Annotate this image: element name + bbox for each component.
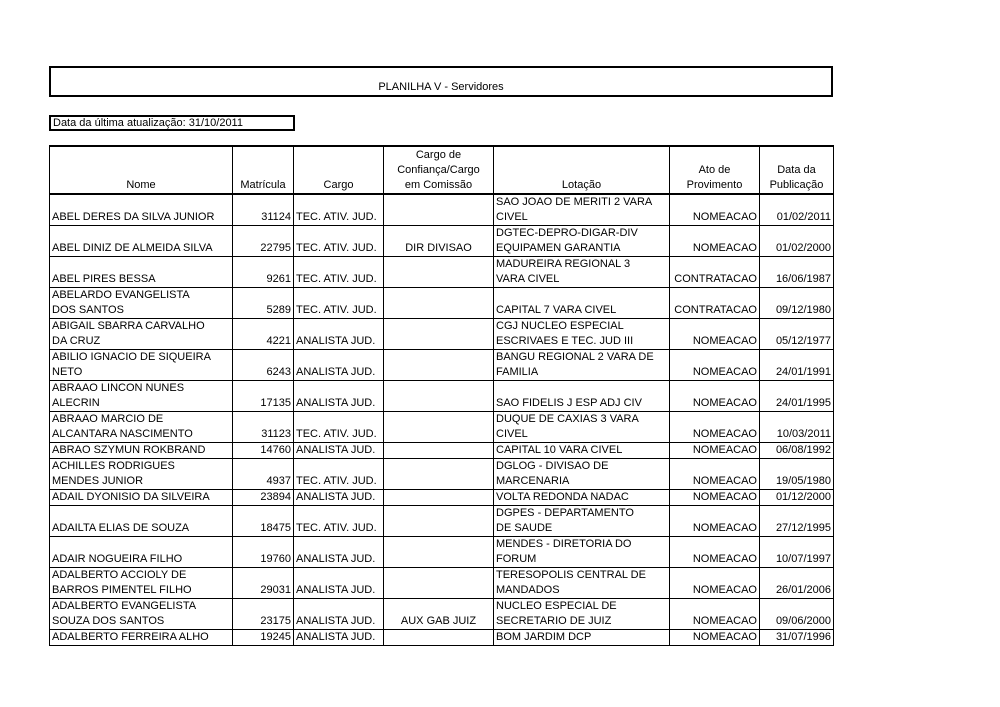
cell-matricula: 29031 <box>233 568 294 599</box>
cell-cargo-comissao <box>384 381 494 412</box>
cell-data-publicacao: 01/12/2000 <box>760 490 834 506</box>
cell-cargo-comissao <box>384 319 494 350</box>
cell-cargo: TEC. ATIV. JUD. <box>294 194 384 226</box>
cell-ato-provimento: NOMEACAO <box>670 630 760 646</box>
cell-lotacao: TERESOPOLIS CENTRAL DE MANDADOS <box>494 568 670 599</box>
servidores-table <box>49 145 834 646</box>
cell-nome: ADAIL DYONISIO DA SILVEIRA <box>50 490 233 506</box>
table-row <box>50 257 834 288</box>
table-row <box>50 381 834 412</box>
cell-matricula: 4937 <box>233 459 294 490</box>
cell-matricula: 4221 <box>233 319 294 350</box>
cell-cargo-comissao <box>384 443 494 459</box>
table-row <box>50 443 834 459</box>
cell-ato-provimento: NOMEACAO <box>670 381 760 412</box>
cell-data-publicacao: 27/12/1995 <box>760 506 834 537</box>
cell-cargo: ANALISTA JUD. <box>294 319 384 350</box>
cell-data-publicacao: 19/05/1980 <box>760 459 834 490</box>
header-data-publicacao: Data da Publicação <box>760 146 834 194</box>
cell-nome: ABIGAIL SBARRA CARVALHO DA CRUZ <box>50 319 233 350</box>
cell-nome: ADAIR NOGUEIRA FILHO <box>50 537 233 568</box>
table-row <box>50 194 834 226</box>
cell-nome: ABRAAO LINCON NUNES ALECRIN <box>50 381 233 412</box>
cell-nome: ABEL DINIZ DE ALMEIDA SILVA <box>50 226 233 257</box>
cell-data-publicacao: 24/01/1991 <box>760 350 834 381</box>
cell-ato-provimento: CONTRATACAO <box>670 257 760 288</box>
cell-ato-provimento: NOMEACAO <box>670 506 760 537</box>
table-row <box>50 350 834 381</box>
cell-ato-provimento: NOMEACAO <box>670 568 760 599</box>
cell-cargo-comissao: AUX GAB JUIZ <box>384 599 494 630</box>
table-row <box>50 599 834 630</box>
header-ato-provimento: Ato de Provimento <box>670 146 760 194</box>
cell-cargo: ANALISTA JUD. <box>294 630 384 646</box>
cell-data-publicacao: 10/07/1997 <box>760 537 834 568</box>
cell-nome: ABELARDO EVANGELISTA DOS SANTOS <box>50 288 233 319</box>
table-row <box>50 490 834 506</box>
cell-cargo-comissao <box>384 194 494 226</box>
sheet-title-box <box>49 66 833 97</box>
cell-cargo: TEC. ATIV. JUD. <box>294 226 384 257</box>
cell-ato-provimento: NOMEACAO <box>670 412 760 443</box>
header-cargo-comissao: Cargo de Confiança/Cargo em Comissão <box>384 146 494 194</box>
cell-nome: ADALBERTO EVANGELISTA SOUZA DOS SANTOS <box>50 599 233 630</box>
cell-cargo: ANALISTA JUD. <box>294 599 384 630</box>
cell-nome: ADALBERTO FERREIRA ALHO <box>50 630 233 646</box>
cell-cargo: TEC. ATIV. JUD. <box>294 288 384 319</box>
table-row <box>50 288 834 319</box>
cell-cargo: ANALISTA JUD. <box>294 537 384 568</box>
cell-data-publicacao: 26/01/2006 <box>760 568 834 599</box>
cell-nome: ABEL DERES DA SILVA JUNIOR <box>50 194 233 226</box>
cell-cargo: ANALISTA JUD. <box>294 381 384 412</box>
cell-lotacao: NUCLEO ESPECIAL DE SECRETARIO DE JUIZ <box>494 599 670 630</box>
sheet-title: PLANILHA V - Servidores <box>378 81 504 93</box>
cell-lotacao: MADUREIRA REGIONAL 3 VARA CIVEL <box>494 257 670 288</box>
cell-cargo: ANALISTA JUD. <box>294 490 384 506</box>
cell-lotacao: BANGU REGIONAL 2 VARA DE FAMILIA <box>494 350 670 381</box>
cell-lotacao: DGLOG - DIVISAO DE MARCENARIA <box>494 459 670 490</box>
cell-cargo-comissao <box>384 506 494 537</box>
cell-nome: ABILIO IGNACIO DE SIQUEIRA NETO <box>50 350 233 381</box>
cell-ato-provimento: CONTRATACAO <box>670 288 760 319</box>
cell-ato-provimento: NOMEACAO <box>670 350 760 381</box>
cell-ato-provimento: NOMEACAO <box>670 490 760 506</box>
cell-cargo: ANALISTA JUD. <box>294 350 384 381</box>
cell-lotacao: VOLTA REDONDA NADAC <box>494 490 670 506</box>
cell-matricula: 18475 <box>233 506 294 537</box>
cell-cargo-comissao <box>384 490 494 506</box>
cell-cargo: TEC. ATIV. JUD. <box>294 412 384 443</box>
cell-nome: ADALBERTO ACCIOLY DE BARROS PIMENTEL FILHO <box>50 568 233 599</box>
header-cargo: Cargo <box>294 146 384 194</box>
cell-ato-provimento: NOMEACAO <box>670 599 760 630</box>
cell-matricula: 14760 <box>233 443 294 459</box>
cell-lotacao: BOM JARDIM DCP <box>494 630 670 646</box>
cell-cargo: TEC. ATIV. JUD. <box>294 257 384 288</box>
cell-cargo-comissao <box>384 350 494 381</box>
cell-cargo-comissao <box>384 568 494 599</box>
cell-cargo: ANALISTA JUD. <box>294 443 384 459</box>
cell-cargo: TEC. ATIV. JUD. <box>294 459 384 490</box>
cell-cargo-comissao <box>384 630 494 646</box>
cell-cargo-comissao <box>384 412 494 443</box>
cell-cargo-comissao <box>384 288 494 319</box>
cell-cargo: TEC. ATIV. JUD. <box>294 506 384 537</box>
header-row <box>50 146 834 194</box>
cell-cargo-comissao <box>384 257 494 288</box>
cell-lotacao: SAO FIDELIS J ESP ADJ CIV <box>494 381 670 412</box>
cell-cargo-comissao <box>384 459 494 490</box>
cell-data-publicacao: 24/01/1995 <box>760 381 834 412</box>
cell-nome: ABEL PIRES BESSA <box>50 257 233 288</box>
table-row <box>50 537 834 568</box>
cell-nome: ADAILTA ELIAS DE SOUZA <box>50 506 233 537</box>
cell-data-publicacao: 10/03/2011 <box>760 412 834 443</box>
cell-lotacao: DGPES - DEPARTAMENTO DE SAUDE <box>494 506 670 537</box>
table-row <box>50 226 834 257</box>
cell-ato-provimento: NOMEACAO <box>670 443 760 459</box>
cell-data-publicacao: 16/06/1987 <box>760 257 834 288</box>
table-row <box>50 459 834 490</box>
header-lotacao: Lotação <box>494 146 670 194</box>
cell-ato-provimento: NOMEACAO <box>670 194 760 226</box>
cell-cargo-comissao: DIR DIVISAO <box>384 226 494 257</box>
cell-ato-provimento: NOMEACAO <box>670 459 760 490</box>
cell-nome: ABRAO SZYMUN ROKBRAND <box>50 443 233 459</box>
table-row <box>50 630 834 646</box>
table-row <box>50 412 834 443</box>
header-matricula: Matrícula <box>233 146 294 194</box>
cell-matricula: 9261 <box>233 257 294 288</box>
header-nome: Nome <box>50 146 233 194</box>
cell-ato-provimento: NOMEACAO <box>670 319 760 350</box>
cell-cargo: ANALISTA JUD. <box>294 568 384 599</box>
cell-data-publicacao: 01/02/2000 <box>760 226 834 257</box>
cell-ato-provimento: NOMEACAO <box>670 537 760 568</box>
cell-matricula: 31123 <box>233 412 294 443</box>
table-body <box>50 194 834 646</box>
cell-nome: ACHILLES RODRIGUES MENDES JUNIOR <box>50 459 233 490</box>
cell-lotacao: CGJ NUCLEO ESPECIAL ESCRIVAES E TEC. JUD III <box>494 319 670 350</box>
cell-nome: ABRAAO MARCIO DE ALCANTARA NASCIMENTO <box>50 412 233 443</box>
cell-matricula: 5289 <box>233 288 294 319</box>
cell-matricula: 19245 <box>233 630 294 646</box>
last-update-label: Data da última atualização: 31/10/2011 <box>49 115 295 131</box>
cell-lotacao: DUQUE DE CAXIAS 3 VARA CIVEL <box>494 412 670 443</box>
cell-matricula: 19760 <box>233 537 294 568</box>
cell-data-publicacao: 09/06/2000 <box>760 599 834 630</box>
cell-cargo-comissao <box>384 537 494 568</box>
cell-matricula: 22795 <box>233 226 294 257</box>
cell-data-publicacao: 05/12/1977 <box>760 319 834 350</box>
cell-lotacao: SAO JOAO DE MERITI 2 VARA CIVEL <box>494 194 670 226</box>
cell-matricula: 31124 <box>233 194 294 226</box>
cell-data-publicacao: 01/02/2011 <box>760 194 834 226</box>
cell-matricula: 6243 <box>233 350 294 381</box>
cell-matricula: 17135 <box>233 381 294 412</box>
table-row <box>50 319 834 350</box>
cell-matricula: 23894 <box>233 490 294 506</box>
cell-data-publicacao: 31/07/1996 <box>760 630 834 646</box>
cell-matricula: 23175 <box>233 599 294 630</box>
cell-lotacao: CAPITAL 7 VARA CIVEL <box>494 288 670 319</box>
cell-data-publicacao: 09/12/1980 <box>760 288 834 319</box>
cell-ato-provimento: NOMEACAO <box>670 226 760 257</box>
cell-lotacao: CAPITAL 10 VARA CIVEL <box>494 443 670 459</box>
table-row <box>50 506 834 537</box>
cell-lotacao: MENDES - DIRETORIA DO FORUM <box>494 537 670 568</box>
cell-data-publicacao: 06/08/1992 <box>760 443 834 459</box>
cell-lotacao: DGTEC-DEPRO-DIGAR-DIV EQUIPAMEN GARANTIA <box>494 226 670 257</box>
table-row <box>50 568 834 599</box>
